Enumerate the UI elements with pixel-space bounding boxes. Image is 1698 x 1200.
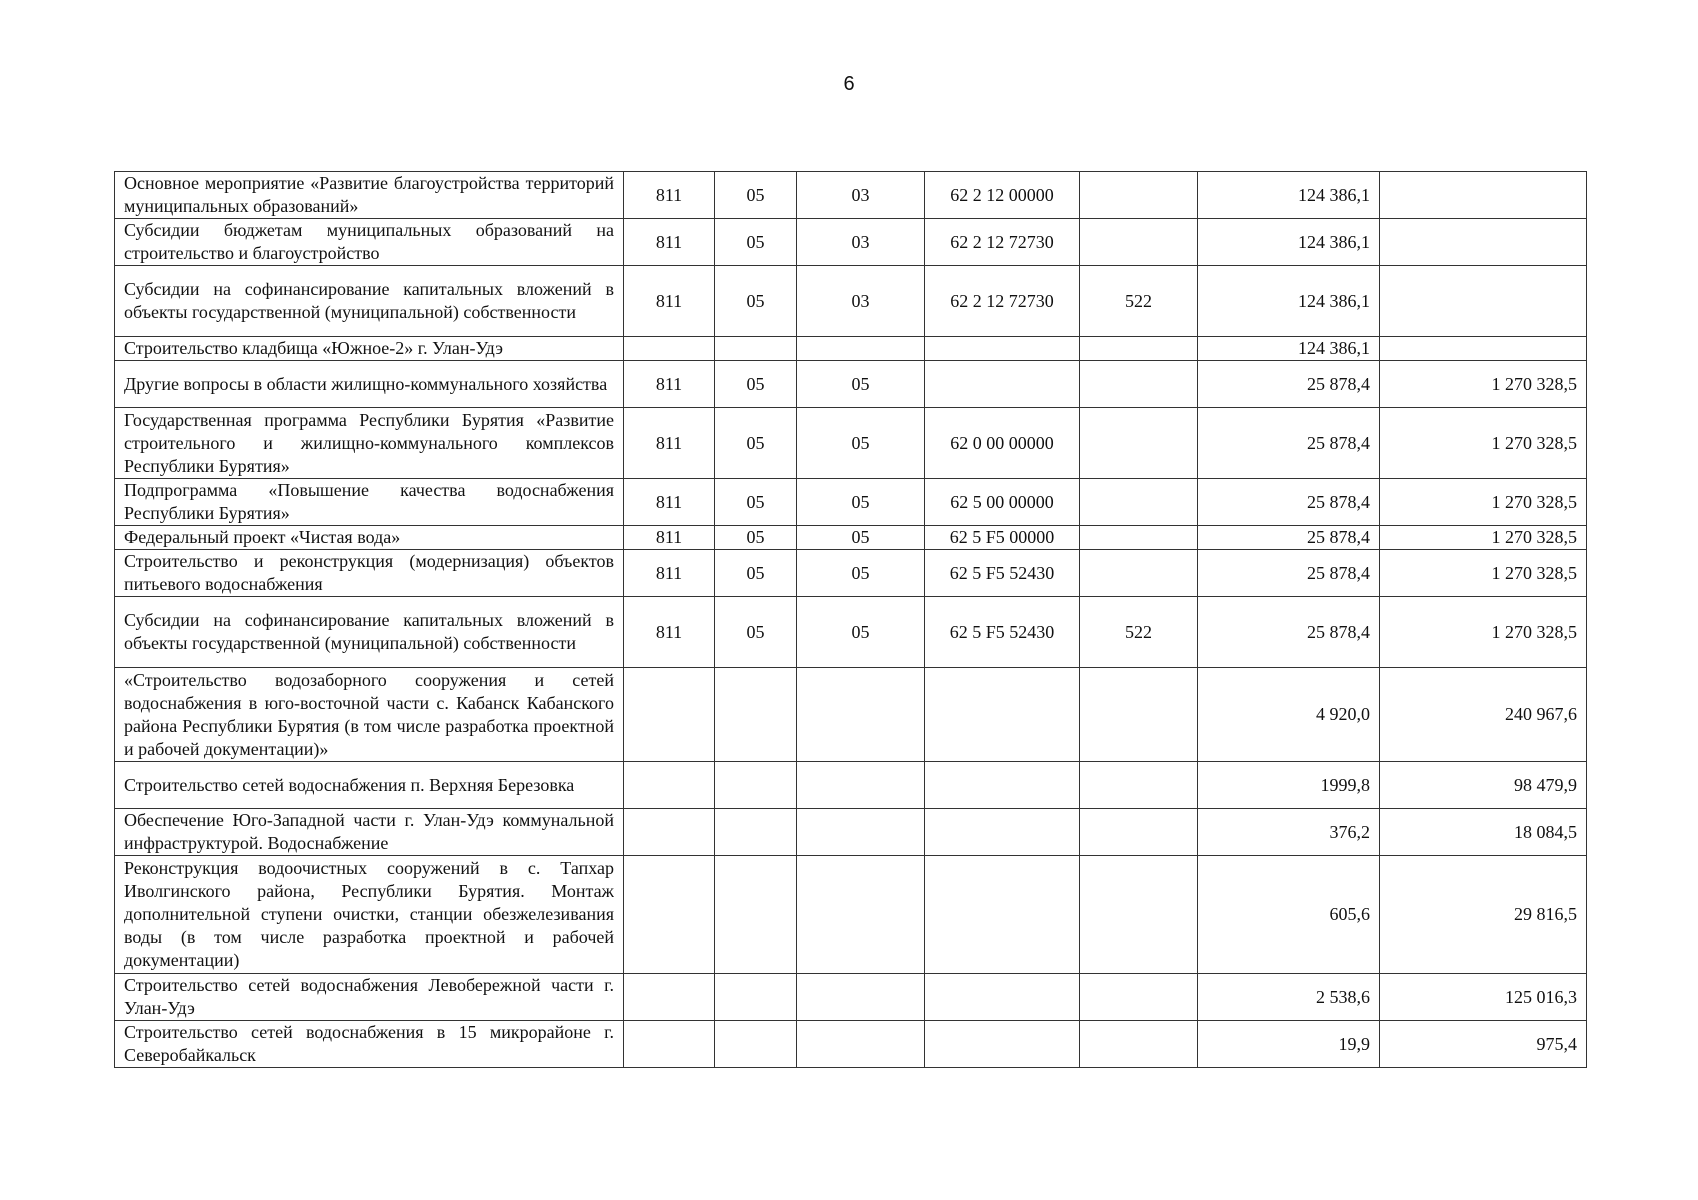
row-vr <box>1080 172 1198 219</box>
row-pr: 05 <box>797 479 925 526</box>
table-row <box>115 809 1587 856</box>
table-row <box>115 856 1587 974</box>
row-grbs <box>624 1021 715 1068</box>
row-sum-1: 2 538,6 <box>1198 974 1380 1021</box>
row-sum-1: 19,9 <box>1198 1021 1380 1068</box>
row-sum-1: 124 386,1 <box>1198 172 1380 219</box>
row-rz: 05 <box>715 172 797 219</box>
row-sum-2 <box>1380 219 1587 266</box>
row-name: Федеральный проект «Чистая вода» <box>115 526 624 550</box>
row-csr <box>925 974 1080 1021</box>
row-pr <box>797 974 925 1021</box>
budget-table <box>114 171 1587 1068</box>
row-sum-1: 25 878,4 <box>1198 526 1380 550</box>
row-vr <box>1080 526 1198 550</box>
row-csr: 62 0 00 00000 <box>925 408 1080 479</box>
row-sum-2: 1 270 328,5 <box>1380 408 1587 479</box>
row-vr <box>1080 974 1198 1021</box>
row-vr: 522 <box>1080 597 1198 668</box>
row-pr: 05 <box>797 597 925 668</box>
row-csr <box>925 1021 1080 1068</box>
row-pr <box>797 668 925 762</box>
budget-table-body <box>115 172 1587 1068</box>
row-pr <box>797 856 925 974</box>
row-csr <box>925 337 1080 361</box>
row-grbs <box>624 809 715 856</box>
row-sum-1: 25 878,4 <box>1198 550 1380 597</box>
row-name: Государственная программа Республики Бурятия «Развитие строительного и жилищно-коммунального комплексов Республики Бурятия» <box>115 408 624 479</box>
table-row <box>115 526 1587 550</box>
row-rz <box>715 762 797 809</box>
table-row <box>115 408 1587 479</box>
row-sum-2 <box>1380 337 1587 361</box>
row-name: Реконструкция водоочистных сооружений в с. Тапхар Иволгинского района, Республики Бурятия. Монтаж дополнительной ступени очистки, станции обезжелезивания воды (в том числе разработка проектной и рабочей документации) <box>115 856 624 974</box>
row-name: «Строительство водозаборного сооружения и сетей водоснабжения в юго-восточной части с. Кабанск Кабанского района Республики Бурятия (в том числе разработка проектной и рабочей документации)» <box>115 668 624 762</box>
row-vr <box>1080 668 1198 762</box>
row-sum-2: 1 270 328,5 <box>1380 550 1587 597</box>
row-rz: 05 <box>715 408 797 479</box>
row-sum-1: 25 878,4 <box>1198 408 1380 479</box>
row-grbs: 811 <box>624 597 715 668</box>
row-pr <box>797 809 925 856</box>
row-vr <box>1080 408 1198 479</box>
row-sum-2: 29 816,5 <box>1380 856 1587 974</box>
row-name: Обеспечение Юго-Западной части г. Улан-Удэ коммунальной инфраструктурой. Водоснабжение <box>115 809 624 856</box>
row-csr: 62 5 F5 52430 <box>925 550 1080 597</box>
row-pr: 05 <box>797 550 925 597</box>
row-pr: 03 <box>797 266 925 337</box>
row-rz: 05 <box>715 597 797 668</box>
row-sum-2: 975,4 <box>1380 1021 1587 1068</box>
row-pr: 03 <box>797 172 925 219</box>
row-csr: 62 2 12 72730 <box>925 266 1080 337</box>
row-vr <box>1080 809 1198 856</box>
row-rz: 05 <box>715 550 797 597</box>
row-csr <box>925 361 1080 408</box>
row-name: Строительство сетей водоснабжения п. Верхняя Березовка <box>115 762 624 809</box>
row-name: Основное мероприятие «Развитие благоустройства территорий муниципальных образований» <box>115 172 624 219</box>
row-vr: 522 <box>1080 266 1198 337</box>
row-grbs: 811 <box>624 479 715 526</box>
row-grbs: 811 <box>624 361 715 408</box>
row-sum-2: 1 270 328,5 <box>1380 361 1587 408</box>
row-grbs: 811 <box>624 550 715 597</box>
row-pr: 05 <box>797 408 925 479</box>
row-sum-1: 605,6 <box>1198 856 1380 974</box>
row-vr <box>1080 361 1198 408</box>
row-sum-1: 4 920,0 <box>1198 668 1380 762</box>
row-grbs <box>624 337 715 361</box>
row-rz <box>715 337 797 361</box>
row-grbs: 811 <box>624 526 715 550</box>
row-pr: 05 <box>797 361 925 408</box>
row-csr: 62 5 F5 52430 <box>925 597 1080 668</box>
row-sum-2: 18 084,5 <box>1380 809 1587 856</box>
row-pr: 05 <box>797 526 925 550</box>
row-rz <box>715 809 797 856</box>
row-sum-1: 25 878,4 <box>1198 479 1380 526</box>
row-rz <box>715 856 797 974</box>
row-sum-1: 376,2 <box>1198 809 1380 856</box>
row-pr <box>797 762 925 809</box>
row-rz: 05 <box>715 361 797 408</box>
row-name: Строительство и реконструкция (модернизация) объектов питьевого водоснабжения <box>115 550 624 597</box>
row-rz <box>715 1021 797 1068</box>
table-row <box>115 337 1587 361</box>
row-name: Субсидии на софинансирование капитальных вложений в объекты государственной (муниципальной) собственности <box>115 597 624 668</box>
row-csr: 62 5 F5 00000 <box>925 526 1080 550</box>
row-sum-1: 25 878,4 <box>1198 361 1380 408</box>
row-rz: 05 <box>715 526 797 550</box>
table-row <box>115 479 1587 526</box>
row-name: Субсидии на софинансирование капитальных вложений в объекты государственной (муниципальной) собственности <box>115 266 624 337</box>
row-name: Субсидии бюджетам муниципальных образований на строительство и благоустройство <box>115 219 624 266</box>
row-csr: 62 5 00 00000 <box>925 479 1080 526</box>
row-csr <box>925 856 1080 974</box>
row-csr: 62 2 12 72730 <box>925 219 1080 266</box>
row-vr <box>1080 479 1198 526</box>
table-row <box>115 550 1587 597</box>
row-pr <box>797 337 925 361</box>
row-grbs: 811 <box>624 172 715 219</box>
table-row <box>115 219 1587 266</box>
row-sum-1: 124 386,1 <box>1198 266 1380 337</box>
row-vr <box>1080 762 1198 809</box>
row-sum-2: 125 016,3 <box>1380 974 1587 1021</box>
table-row <box>115 266 1587 337</box>
row-rz: 05 <box>715 479 797 526</box>
row-sum-2: 1 270 328,5 <box>1380 479 1587 526</box>
row-sum-2: 1 270 328,5 <box>1380 597 1587 668</box>
row-rz <box>715 974 797 1021</box>
row-vr <box>1080 1021 1198 1068</box>
row-vr <box>1080 337 1198 361</box>
page-number: 6 <box>843 73 855 95</box>
row-rz: 05 <box>715 219 797 266</box>
row-csr <box>925 762 1080 809</box>
row-name: Строительство сетей водоснабжения Левобережной части г. Улан-Удэ <box>115 974 624 1021</box>
row-grbs: 811 <box>624 266 715 337</box>
row-sum-2: 240 967,6 <box>1380 668 1587 762</box>
row-grbs <box>624 762 715 809</box>
row-name: Другие вопросы в области жилищно-коммунального хозяйства <box>115 361 624 408</box>
row-grbs <box>624 856 715 974</box>
table-row <box>115 762 1587 809</box>
row-name: Строительство кладбища «Южное-2» г. Улан-Удэ <box>115 337 624 361</box>
row-sum-2 <box>1380 172 1587 219</box>
table-row <box>115 361 1587 408</box>
row-pr <box>797 1021 925 1068</box>
row-rz <box>715 668 797 762</box>
row-csr: 62 2 12 00000 <box>925 172 1080 219</box>
row-rz: 05 <box>715 266 797 337</box>
table-row <box>115 974 1587 1021</box>
row-name: Подпрограмма «Повышение качества водоснабжения Республики Бурятия» <box>115 479 624 526</box>
row-vr <box>1080 550 1198 597</box>
row-sum-1: 1999,8 <box>1198 762 1380 809</box>
row-csr <box>925 809 1080 856</box>
row-csr <box>925 668 1080 762</box>
row-grbs: 811 <box>624 408 715 479</box>
row-name: Строительство сетей водоснабжения в 15 микрорайоне г. Северобайкальск <box>115 1021 624 1068</box>
row-sum-2 <box>1380 266 1587 337</box>
row-sum-2: 98 479,9 <box>1380 762 1587 809</box>
row-sum-1: 124 386,1 <box>1198 219 1380 266</box>
row-sum-1: 25 878,4 <box>1198 597 1380 668</box>
row-grbs <box>624 974 715 1021</box>
row-sum-1: 124 386,1 <box>1198 337 1380 361</box>
row-grbs <box>624 668 715 762</box>
table-row <box>115 172 1587 219</box>
row-sum-2: 1 270 328,5 <box>1380 526 1587 550</box>
table-row <box>115 597 1587 668</box>
table-row <box>115 1021 1587 1068</box>
row-vr <box>1080 219 1198 266</box>
table-row <box>115 668 1587 762</box>
row-pr: 03 <box>797 219 925 266</box>
row-vr <box>1080 856 1198 974</box>
row-grbs: 811 <box>624 219 715 266</box>
